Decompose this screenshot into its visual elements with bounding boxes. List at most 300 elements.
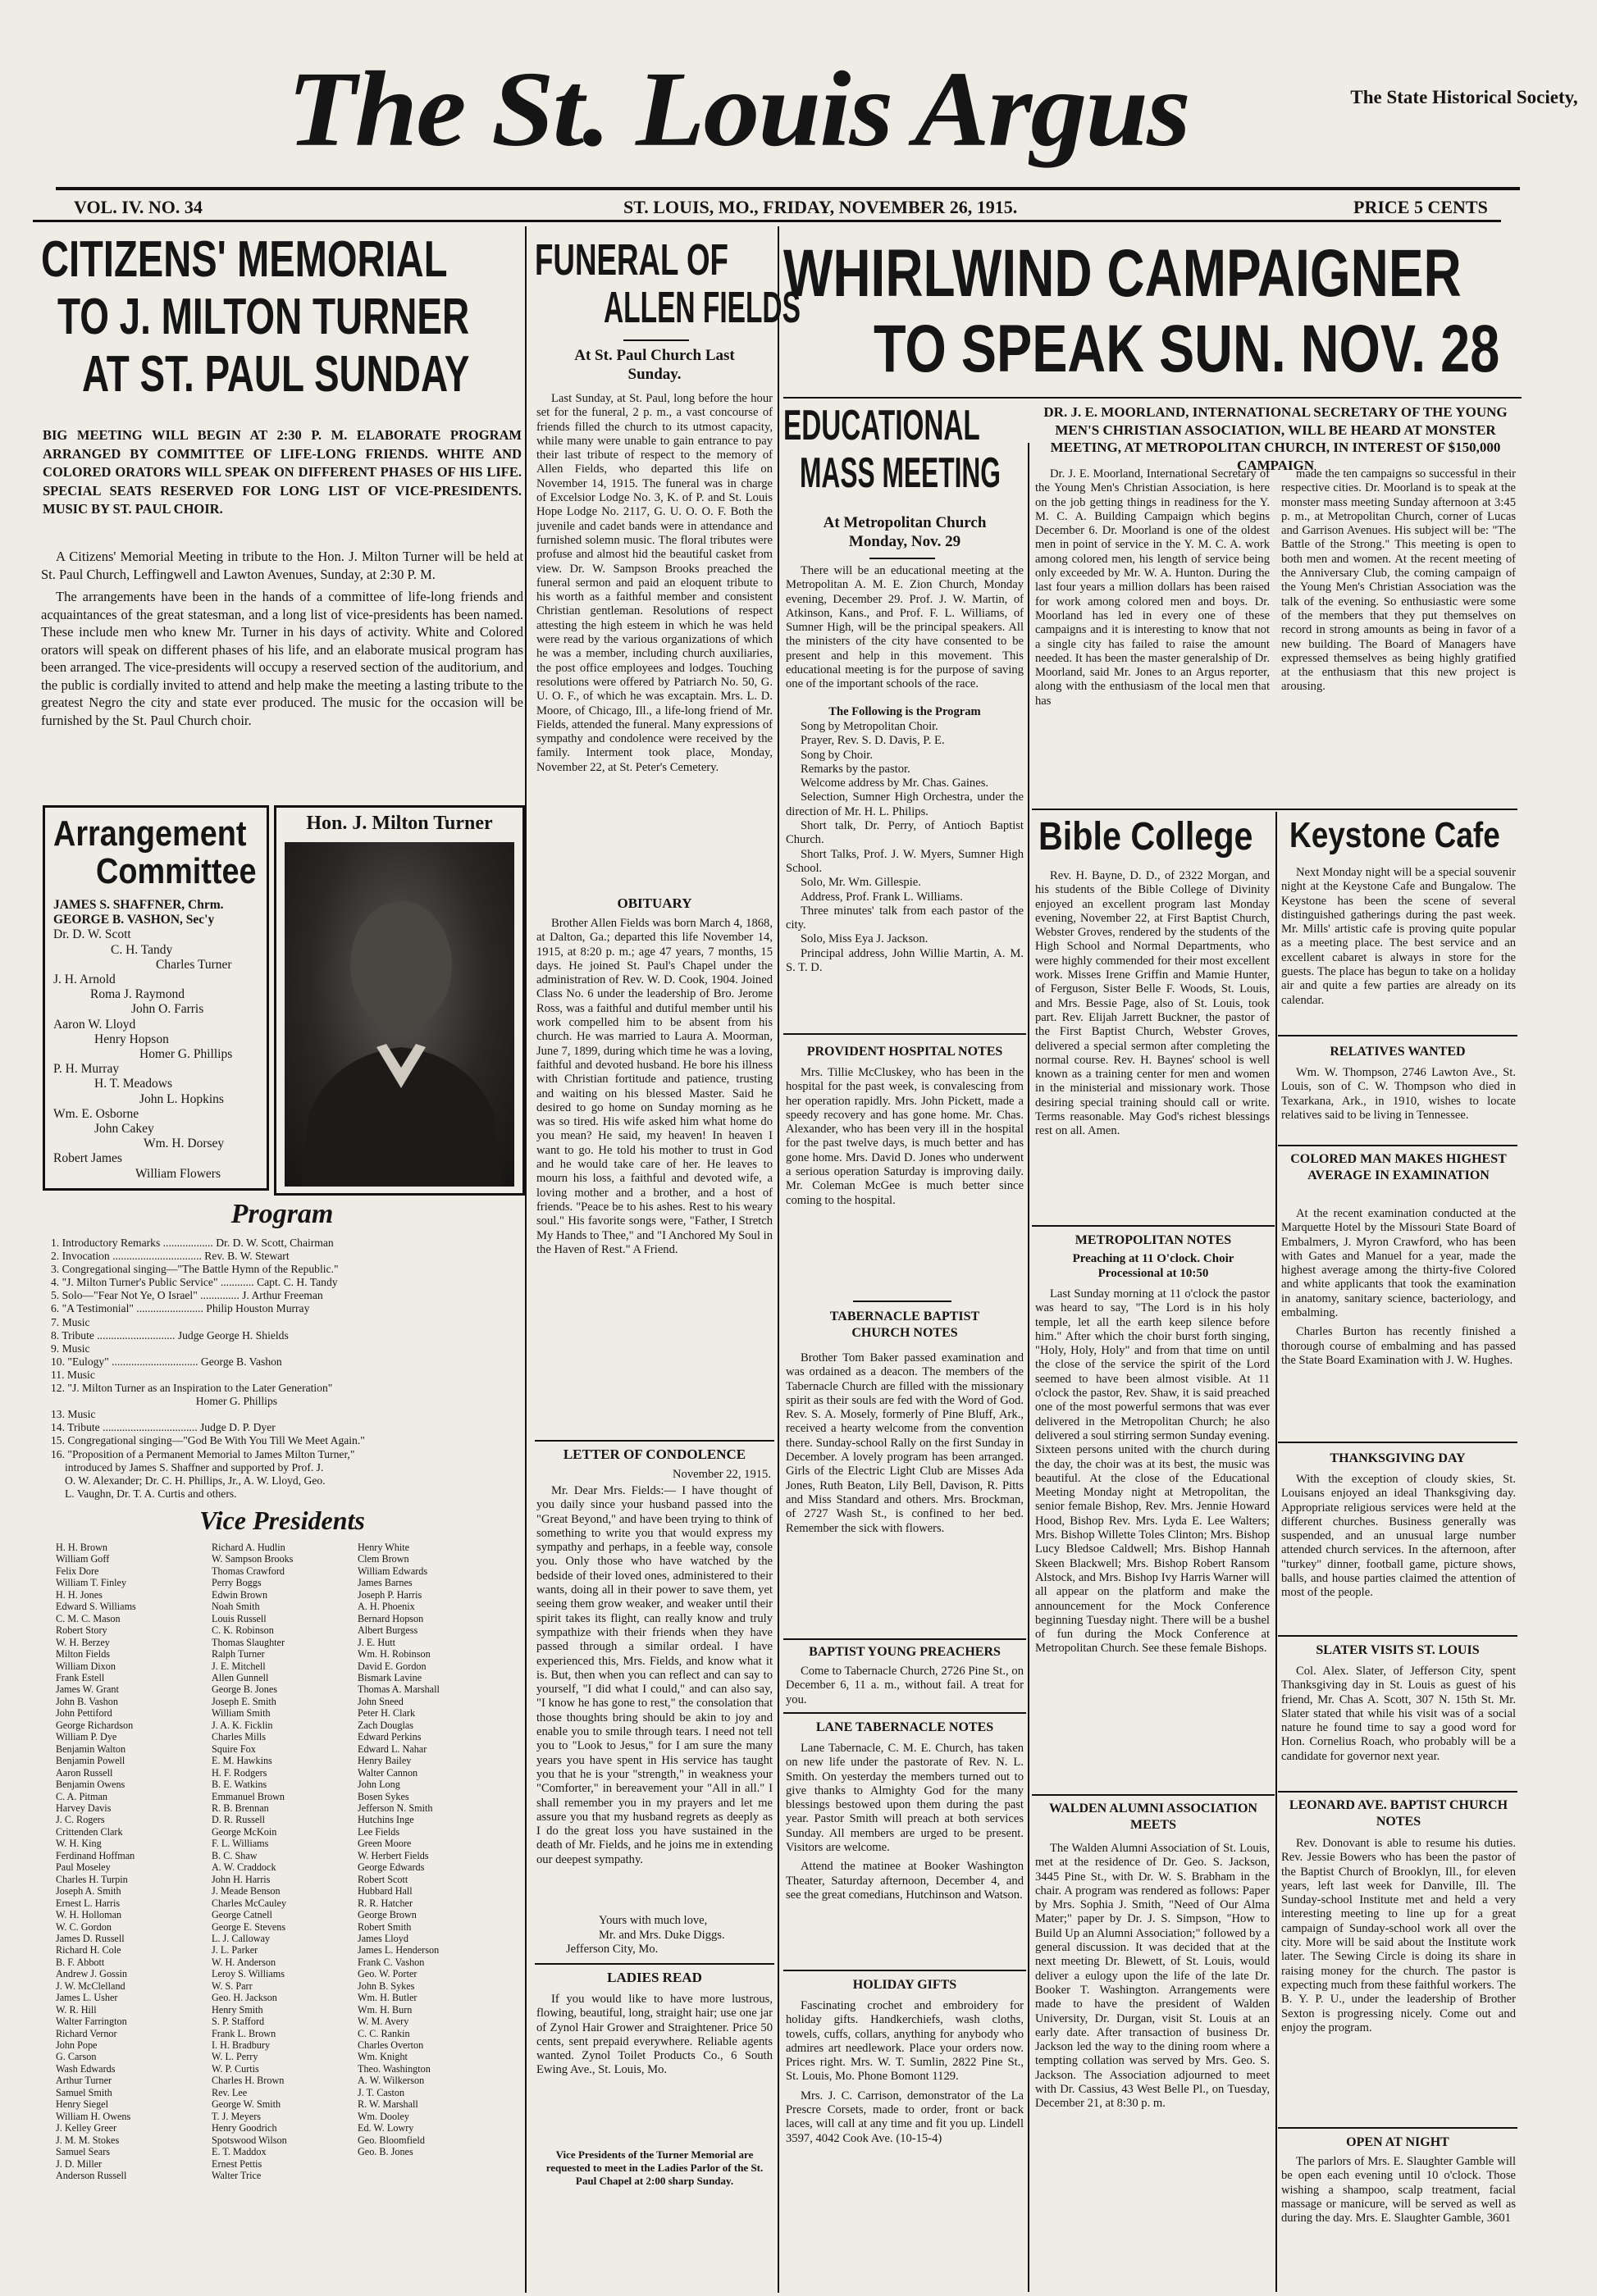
funeral-rule [623,339,689,341]
funeral-headline-line1: FUNERAL OF [535,235,728,285]
vice-president-name: Wm. Dooley [358,2110,409,2122]
vice-president-name: T. J. Meyers [212,2110,262,2122]
metropolitan-body [1035,1287,1270,1788]
holiday-title: HOLIDAY GIFTS [852,1978,957,1992]
whirlwind-headline-line2: TO SPEAK SUN. NOV. 28 [874,312,1500,386]
vice-president-name: John Pettiford [56,1707,112,1720]
vice-president-name: Thomas Slaughter [212,1636,285,1648]
vice-president-name: Milton Fields [56,1648,111,1660]
vice-president-name: Samuel Smith [56,2086,112,2098]
arrangement-title-line2: Committee [96,851,257,891]
program-item: 14. Tribute .................................. Judge D. P. Dyer [51,1421,276,1434]
educational-program-item: Song by Metropolitan Choir. [801,720,938,733]
vice-president-name: Frank C. Vashon [358,1956,425,1968]
member: Robert James [53,1151,122,1166]
vice-president-name: Ralph Turner [212,1648,265,1660]
vice-president-name: John Sneed [358,1695,404,1707]
whirlwind-body-col1 [1035,467,1270,804]
slater-body [1281,1665,1516,1788]
vice-president-name: Andrew J. Gossin [56,1968,128,1980]
vice-president-name: G. Carson [56,2051,97,2063]
vice-president-name: B. E. Watkins [212,1779,267,1791]
vice-presidents-column-1 [56,1542,212,2181]
vice-president-name: Charles H. Turpin [56,1873,128,1885]
vice-president-name: George Edwards [358,1861,425,1874]
funeral-headline-line2: ALLEN FIELDS [604,283,801,332]
member: Dr. D. W. Scott [53,927,131,942]
vice-president-name: B. F. Abbott [56,1956,105,1968]
whirlwind-headline [783,236,1522,392]
letter-date: November 22, 1915. [673,1468,771,1481]
letter-signature [566,1914,774,1957]
memorial-body [41,548,523,798]
vice-president-name: Henry White [358,1542,410,1553]
turner-notice [536,2148,773,2206]
vice-president-name: Joseph E. Smith [212,1695,276,1707]
thanksgiving-body [1281,1473,1516,1633]
vice-president-name: W. H. King [56,1838,102,1850]
vice-president-name: Bosen Sykes [358,1790,409,1802]
program-item: 12. "J. Milton Turner as an Inspiration to the Later Generation" [51,1382,333,1395]
educational-program-item: Remarks by the pastor. [801,762,910,776]
vice-president-name: Benjamin Owens [56,1779,125,1791]
vice-president-name: A. H. Phoenix [358,1601,415,1613]
vice-president-name: William Dixon [56,1660,116,1672]
vice-president-name: Crittenden Clark [56,1825,123,1838]
portrait-photo [285,842,514,1187]
lane-title: LANE TABERNACLE NOTES [815,1720,994,1734]
educational-rule [869,558,935,559]
vice-president-name: J. M. M. Stokes [56,2134,120,2146]
relatives-paragraph: Wm. W. Thompson, 2746 Lawton Ave., St. Louis, son of C. W. Thompson who died in Texarkana, Ark., in 1910, wishes to locate relatives said to be living in Tennessee. [1281,1066,1516,1122]
keystone-title: Keystone Cafe [1289,815,1500,855]
vice-president-name: Leroy S. Williams [212,1968,285,1980]
vice-president-name: Walter Farrington [56,2016,127,2028]
funeral-paragraph: Last Sunday, at St. Paul, long before the hour set for the funeral, 2 p. m., a vast concourse of friends filled the church to its utmost capacity, while many were unable to gain entrance to pay their last tribute of respect to the memory of Allen Fields, who departed this life on November 14, 1915. The funeral was in charge of Excelsior Lodge No. 3, K. of P. and St. Louis Hope Lodge No. 2117, G. U. O. O. F. Both the juvenile and cadet bands were in attendance and furnished solemn music. The floral tributes were profuse and almost hid the beautiful casket from view. Dr. W. Sampson Brooks preached the funeral sermon and paid an eloquent tribute to his worth as a faithful member and consistent Christian gentleman. Resolutions of respect attesting the high esteem in which he was held were read by the various organizations of which he was a member, including church auxiliaries, the post office employees and lodges. Touching resolutions were offered by Patriarch No. 50, G. U. O. F., of which he was excaptain. Mrs. L. D. Moore, of Chicago, Ill., a life-long friend of Mr. Fields, attended the funeral. Many expressions of sympathy and condolence were received by the family. Interment took place, Monday, November 22, at St. Peter's Cemetery. [536,392,773,774]
vice-president-name: W. Sampson Brooks [212,1553,294,1565]
metropolitan-rule [1032,1225,1275,1227]
bible-college-title: Bible College [1038,815,1253,859]
vice-president-name: Rev. Lee [212,2086,248,2098]
member: H. T. Meadows [94,1077,172,1091]
vice-presidents-title: Vice Presidents [199,1506,365,1535]
vice-president-name: Aaron Russell [56,1766,113,1779]
thanksgiving-title: THANKSGIVING DAY [1330,1451,1466,1465]
funeral-subhead [533,346,776,384]
vice-president-name: C. M. C. Mason [56,1612,121,1624]
whirlwind-bottom-rule [1032,809,1517,810]
vice-president-name: W. H. Anderson [212,1956,276,1968]
metropolitan-paragraph: Last Sunday morning at 11 o'clock the pastor was heard to say, "The Lord is in his holy temple, let all the earth keep silence before him." After which the choir burst forth singing, "Holy, Holy, Holy" and from that time on until the close of the service the spirit of the Lord seemed to have been almost visible. At 11 o'clock the pastor, Rev. Shaw, it is said preached one of the most powerful sermons that was ever delivered in the Metropolitan Church; he also delivered a soul stirring sermon Sunday evening. Sixteen persons united with the church during the day, the choir was at its best, the music was beautiful. At the close of the Educational Meeting Monday night at Metropolitan, the senior female Bishop, Rev. Mrs. Jennie Howard Hood, Bishop Rev. Mrs. Lyda E. Lee Walters; Mrs. Bishop Willette Toles Clinton; Mrs. Bishop Lucy Bledsoe Caldwell; Mrs. Bishop Hannah Skeen Blackwell; Mrs. Bishop Robert Ransom Alstock, and Mrs. Bishop Ivy Harris Warner will all appear on the platform and make the announcement for the Mock Conference beginning Tuesday night. There will be a bushel of fun during the Mock Conference at Metropolitan Church. See these female Bishops. [1035,1287,1270,1656]
vice-president-name: J. C. Rogers [56,1814,105,1826]
vice-president-name: J. W. McClelland [56,1979,125,1992]
vice-president-name: D. R. Russell [212,1814,266,1826]
vice-president-name: Charles Overton [358,2039,424,2052]
vice-president-name: Richard Vernor [56,2027,117,2039]
vice-president-name: Richard H. Cole [56,1944,121,1957]
educational-program-item: Short talk, Dr. Perry, of Antioch Baptist Church. [786,819,1024,847]
holiday-body [786,1999,1024,2270]
member: Homer G. Phillips [139,1047,233,1062]
vice-president-name: C. C. Rankin [358,2027,410,2039]
baptist-young-body [786,1665,1024,1710]
vice-president-name: W. S. Parr [212,1979,253,1992]
vice-president-name: Jefferson N. Smith [358,1802,433,1814]
member: John L. Hopkins [139,1091,224,1106]
member: John Cakey [94,1122,154,1137]
vice-president-name: Richard A. Hudlin [212,1542,285,1553]
member: John O. Farris [131,1002,204,1017]
educational-program-title: The Following is the Program [828,705,981,718]
masthead-title: The St. Louis Argus [287,48,1189,169]
vice-president-name: Robert Smith [358,1920,412,1933]
whirlwind-rule [783,397,1522,399]
educational-subhead-line1: At Metropolitan Church [823,514,987,531]
obituary-body [536,917,773,1429]
vice-president-name: Anderson Russell [56,2170,127,2182]
vice-president-name: Clem Brown [358,1553,409,1565]
vice-president-name: C. K. Robinson [212,1624,274,1637]
column-rule-2 [778,226,779,2293]
funeral-subhead-line1: At St. Paul Church Last [574,347,735,364]
column-rule-4 [1275,812,1277,2292]
colored-man-title: COLORED MAN MAKES HIGHEST AVERAGE IN EXAMINATION [1290,1152,1507,1182]
keystone-body [1281,866,1516,1030]
letter-sign-line2: Mr. and Mrs. Duke Diggs. [599,1928,725,1942]
program-item: L. Vaughn, Dr. T. A. Curtis and others. [51,1487,237,1500]
vice-president-name: J. Kelley Greer [56,2122,117,2134]
vice-president-name: William Goff [56,1553,110,1565]
leonard-paragraph: Rev. Donovant is able to resume his duties. Rev. Jessie Bowers who has been the pastor of the Baptist Church of Brooklyn, Ill., for eleven years, left last week for Danville, Ill. The Sunday-school Institute met and held a very interesting meeting to line up for a great campaign of Sunday-school work all over the city. More will be said about the Institute work later. The Sewing Circle is doing its share in raising money for the church. The pastor is expecting much from these faithful workers. The B. Y. P. U., under the leadership of Brother Sexton is progressing nicely. Come out and enjoy the program. [1281,1837,1516,2034]
vice-president-name: John Pope [56,2039,98,2052]
vice-president-name: William Smith [212,1707,271,1720]
vice-president-name: Harvey Davis [56,1802,112,1814]
vice-presidents-column-3 [358,1542,522,2158]
ladies-paragraph: If you would like to have more lustrous, flowing, beautiful, long, straight hair; use one jar of Zynol Hair Grower and Straightener. Price 50 cents, sent prepaid everywhere. Reliable agents wanted. Zynol Toilet Products Co., 6 South Ewing Ave., St. Louis, Mo. [536,1993,773,2077]
vice-president-name: Charles McCauley [212,1897,287,1909]
obituary-paragraph: Brother Allen Fields was born March 4, 1868, at Dalton, Ga.; departed this life November 14, 1915, at 8:20 p. m.; age 47 years, 7 months, 15 days. He joined St. Paul's Chapel under the administration of Rev. W. D. Cook, 1904. Joined Class No. 6 under the leadership of Bro. Jerome Ross, was a faithful and dutiful member until his work compelled him to be absent from his church. He was married to Laura A. Moorman, June 7, 1899, during which time he was a loving, faithful and devoted husband. He bore his illness with Christian fortitude and patience, trusting and waiting on his blessed Master. Said he desired to go home on Sunday morning as he was so tired. His wife asked him what home do you mean? He said, my heaven! In heaven I want to go. He told his mother to trust in God and he would take care of her. He leaves to mourn his loss, a faithful and devoted wife, a loving mother and a brother, and a host of friends. "Peace be to his ashes. Rest to his weary soul." His favorite songs were, "Father, I Stretch My Hands to Thee," and "I Anchored My Soul in the Haven of Rest." A Friend. [536,917,773,1256]
vice-president-name: J. L. Parker [212,1944,258,1957]
vice-president-name: James Barnes [358,1577,413,1589]
educational-program-item: Solo, Miss Eya J. Jackson. [801,932,929,946]
vice-president-name: E. M. Hawkins [212,1755,272,1767]
thanksgiving-paragraph: With the exception of cloudy skies, St. Louisans enjoyed an ideal Thanksgiving day. Appropriate religious services were held at the different churches. Business generally was suspended, and an unusual large number attended church services. In the afternoon, after "turkey" dinner, football game, picture shows, balls, and house parties claimed the attention of most of the people. [1281,1473,1516,1600]
program-item: introduced by James S. Shaffner and supported by Prof. J. [51,1460,324,1474]
vice-president-name: William T. Finley [56,1577,127,1589]
vice-president-name: Charles Mills [212,1731,267,1743]
vice-president-name: Louis Russell [212,1612,267,1624]
vice-president-name: Hutchins Inge [358,1814,414,1826]
vice-president-name: Felix Dore [56,1565,99,1577]
vice-president-name: Henry Siegel [56,2098,108,2111]
vice-president-name: H. H. Jones [56,1588,103,1601]
open-night-title: OPEN AT NIGHT [1346,2135,1449,2149]
keystone-paragraph: Next Monday night will be a special souvenir night at the Keystone Cafe and Bungalow. The Keystone has been the scene of several distinguished gatherings during the past week. Mr. Mills' artistic cafe is proving quite popular as a meeting place. The best service and an excellent cabaret is always in store for the guests. The place has begun to take on a holiday air and quite a few parties are already on its calendar. [1281,866,1516,1007]
educational-subhead [783,513,1026,551]
vice-president-name: Wm. H. Robinson [358,1648,431,1660]
vice-president-name: William P. Dye [56,1731,117,1743]
vice-president-name: Henry Bailey [358,1755,412,1767]
portrait-box [274,805,525,1196]
program-item: 15. Congregational singing—"God Be With You Till We Meet Again." [51,1434,365,1447]
holiday-rule [783,1970,1026,1971]
vice-president-name: George Catnell [212,1909,272,1921]
memorial-paragraph-2: The arrangements have been in the hands of a committee of life-long friends and acquaintances of the great statesman, and a long list of vice-presidents has been named. These include men who knew Mr. Turner in his days of activity. White and Colored orators will speak on different phases of his life, and an elaborate musical program has been arranged. The vice-presidents will occupy a reserved section of the auditorium, and the public is cordially invited to attend and help make the meeting a lasting tribute to the greatest Negro the city and state ever produced. The music for the occasion will be furnished by the St. Paul Church choir. [41,589,523,728]
whirlwind-headline-line1: WHIRLWIND CAMPAIGNER [783,236,1462,311]
vice-president-name: C. A. Pitman [56,1790,107,1802]
vice-president-name: Spotswood Wilson [212,2134,287,2146]
program-item: 4. "J. Milton Turner's Public Service" ............ Capt. C. H. Tandy [51,1276,338,1289]
memorial-subhead: BIG MEETING WILL BEGIN AT 2:30 P. M. ELABORATE PROGRAM ARRANGED BY COMMITTEE OF LIFE-LONG FRIENDS. WHITE AND COLORED ORATORS WILL SPEAK ON DIFFERENT PHASES OF HIS LIFE. SPECIAL SEATS RESERVED FOR LONG LIST OF VICE-PRESIDENTS. MUSIC BY ST. PAUL CHOIR. [43,427,522,517]
leonard-rule [1278,1791,1517,1793]
vice-president-name: George McKoin [212,1825,277,1838]
walden-body [1035,1842,1270,2268]
member: William Flowers [135,1166,221,1181]
baptist-young-rule [783,1638,1026,1640]
educational-paragraph: There will be an educational meeting at the Metropolitan A. M. E. Zion Church, Monday evening, December 29. Prof. J. W. Martin, of Atkinson, Kans., and Prof. F. L. Williams, of Sumner High, will be the principal speakers. All the ministers of the city have consented to be present and help in this movement. This educational meeting is for the purpose of saving one of the important schools of the race. [786,564,1024,691]
member: Charles Turner [156,957,232,972]
vice-president-name: R. R. Hatcher [358,1897,413,1909]
relatives-rule [1278,1035,1517,1036]
vice-president-name: H. H. Brown [56,1542,107,1553]
vice-president-name: Wm. H. Butler [358,1992,418,2004]
member: Wm. H. Dorsey [144,1137,225,1151]
vice-president-name: Thomas A. Marshall [358,1683,440,1696]
educational-program-item: Song by Choir. [801,748,873,762]
metropolitan-subtitle: Preaching at 11 O'clock. Choir Processional at 10:50 [1072,1252,1234,1280]
vice-president-name: Ernest Pettis [212,2157,262,2170]
thanksgiving-rule [1278,1442,1517,1443]
vice-president-name: Walter Trice [212,2170,262,2182]
vice-president-name: Wm. H. Burn [358,2003,413,2016]
baptist-young-title: BAPTIST YOUNG PREACHERS [809,1645,1001,1659]
lane-paragraph-2: Attend the matinee at Booker Washington Theater, Saturday afternoon, December 4, and see the great comedians, Hutchinson and Watson. [786,1860,1024,1902]
vice-president-name: Samuel Sears [56,2146,111,2158]
arrangement-title-line1: Arrangement [53,813,247,854]
letter-sign-line3: Jefferson City, Mo. [566,1943,659,1956]
educational-program-item: Welcome address by Mr. Chas. Gaines. [801,777,989,790]
vice-president-name: Wash Edwards [56,2062,116,2075]
educational-body [786,564,1024,702]
vice-president-name: George Brown [358,1909,417,1921]
lane-paragraph-1: Lane Tabernacle, C. M. E. Church, has taken on new life under the pastorate of Rev. N. L. Smith. On yesterday the members turned out to give thanks to Almighty God for the many blessings bestowed upon them during the past year. Pastor Smith will preach at both services Sunday. All members are urged to be present. Visitors are welcome. [786,1742,1024,1855]
vice-president-name: Albert Burgess [358,1624,418,1637]
portrait-head [350,901,452,1029]
vice-president-name: W. R. Hill [56,2003,97,2016]
program-item: 11. Music [51,1368,95,1381]
vice-president-name: Allen Gunnell [212,1671,269,1683]
vice-president-name: Hubbard Hall [358,1885,413,1897]
vice-president-name: Emmanuel Brown [212,1790,285,1802]
vice-president-name: F. L. Williams [212,1838,269,1850]
vice-president-name: Ed. W. Lowry [358,2122,414,2134]
program-item: 6. "A Testimonial" ........................ Philip Houston Murray [51,1302,310,1315]
colored-man-body [1281,1207,1516,1441]
open-night-rule [1278,2127,1517,2129]
vice-president-name: Robert Story [56,1624,107,1637]
program-item: 10. "Eulogy" ............................... George B. Vashon [51,1355,282,1368]
vice-president-name: W. C. Gordon [56,1920,112,1933]
portrait-silhouette [285,842,514,1187]
program-item: Homer G. Phillips [51,1395,278,1408]
vice-president-name: John B. Sykes [358,1979,415,1992]
vice-president-name: Edwin Brown [212,1588,268,1601]
vice-president-name: I. H. Bradbury [212,2039,271,2052]
educational-program [786,720,1024,1003]
funeral-subhead-line2: Sunday. [627,366,682,383]
vice-president-name: Walter Cannon [358,1766,418,1779]
walden-title: WALDEN ALUMNI ASSOCIATION MEETS [1049,1802,1257,1832]
colored-man-rule [1278,1145,1517,1146]
vice-president-name: William H. Owens [56,2110,131,2122]
program-item: 9. Music [51,1342,90,1355]
educational-program-item: Selection, Sumner High Orchestra, under the direction of Mr. H. L. Philips. [786,790,1024,818]
vice-president-name: J. D. Miller [56,2157,103,2170]
slater-paragraph: Col. Alex. Slater, of Jefferson City, spent Thanksgiving day in St. Louis as guest of his friend, Mr. Chas A. Scott, 307 N. 15th St. Mr. Slater stated that while his visit was of a social nature he found time to say a good word for Hon. Cornelius Roach, who probably will be a candidate for governor next year. [1281,1665,1516,1763]
program-item: O. W. Alexander; Dr. C. H. Phillips, Jr., A. W. Lloyd, Geo. [51,1474,326,1487]
vice-president-name: Wm. Knight [358,2051,408,2063]
program-item: 16. "Proposition of a Permanent Memorial to James Milton Turner," [51,1447,355,1460]
vice-president-name: John Long [358,1779,400,1791]
program-item: 5. Solo—"Fear Not Ye, O Israel" .............. J. Arthur Freeman [51,1289,323,1302]
vice-president-name: Charles H. Brown [212,2075,285,2087]
educational-headline [783,402,1026,500]
vice-president-name: James W. Grant [56,1683,119,1696]
vice-president-name: David E. Gordon [358,1660,427,1672]
vice-president-name: Ferdinand Hoffman [56,1849,135,1861]
vice-president-name: J. A. K. Ficklin [212,1719,273,1731]
vice-president-name: James D. Russell [56,1932,125,1944]
lane-body [786,1742,1024,1968]
vice-president-name: Lee Fields [358,1825,400,1838]
vice-president-name: Ernest L. Harris [56,1897,121,1909]
slater-title: SLATER VISITS ST. LOUIS [1316,1643,1480,1657]
arrangement-members [53,898,263,1182]
vice-president-name: Edward Perkins [358,1731,422,1743]
program-list [51,1237,523,1501]
provident-title: PROVIDENT HOSPITAL NOTES [806,1045,1003,1059]
vice-president-name: James L. Henderson [358,1944,440,1957]
vice-president-name: George Richardson [56,1719,134,1731]
vice-president-name: S. P. Stafford [212,2016,265,2028]
vice-president-name: Edward S. Williams [56,1601,136,1613]
memorial-paragraph-1: A Citizens' Memorial Meeting in tribute to the Hon. J. Milton Turner will be held at St. Paul Church, Leffingwell and Lawton Avenues, Sunday, at 2:30 P. M. [41,549,523,582]
relatives-body [1281,1066,1516,1138]
colored-man-paragraph-1: At the recent examination conducted at the Marquette Hotel by the Missouri State Board of Embalmers, J. Myron Crawford, who has been with Gates and Manuel for a year, made the highest average among the thirty-five Colored and white applicants that took the examination in anatomy, sanitary science, bacteriology, and embalming. [1281,1207,1516,1320]
ladies-body [536,1993,773,2140]
whirlwind-subhead: DR. J. E. MOORLAND, INTERNATIONAL SECRETARY OF THE YOUNG MEN'S CHRISTIAN ASSOCIATION, WILL BE HEARD AT MONSTER MEETING, AT METROPOLITAN CHURCH, IN INTEREST OF $150,000 CAMPAIGN [1043,404,1508,473]
educational-program-item: Solo, Mr. Wm. Gillespie. [801,876,921,890]
vice-president-name: Arthur Turner [56,2075,112,2087]
vice-president-name: Geo. Bloomfield [358,2134,425,2146]
vice-presidents-column-2 [212,1542,359,2181]
vice-president-name: Robert Scott [358,1873,408,1885]
column-rule-1 [525,226,527,2293]
program-item: 3. Congregational singing—"The Battle Hymn of the Republic." [51,1263,339,1276]
masthead [0,0,1597,221]
walden-paragraph: The Walden Alumni Association of St. Louis, met at the residence of Dr. Geo. S. Jackson, 3445 Pine St., with Dr. W. S. Brabham in the chair. A program was rendered as follows: Paper by Mrs. Sophia J. Smith, "Need of Our Alma Mater;" paper by Dr. J. S. Simpson, "How to Build Up an Alumni Association;" followed by a general discussion. It was decided that at the next meeting Dr. Blewett, of St. Louis, would deliver a eulogy upon the life of the late Dr. Booker T. Washington. Arrangements were made to have the president of Walden University, Dr. Durgan, visit St. Louis at an early date. After transaction of business Dr. Jackson led the way to the dining room where a tempting collation was served by Mrs. Geo. S. Jackson. The Association adjourned to meet with Dr. Cassius, 43 West Belle Pl., on Tuesday, December 21, at 8:30 p. m. [1035,1842,1270,2111]
vice-president-name: John B. Vashon [56,1695,118,1707]
educational-program-item: Principal address, John Willie Martin, A. M. S. T. D. [786,946,1024,975]
vice-president-name: J. E. Hutt [358,1636,396,1648]
vice-president-name: Thomas Crawford [212,1565,285,1577]
member: Aaron W. Lloyd [53,1017,136,1032]
vice-president-name: Joseph P. Harris [358,1588,422,1601]
vice-president-name: Theo. Washington [358,2062,431,2075]
bible-college-paragraph: Rev. H. Bayne, D. D., of 2322 Morgan, and his students of the Bible College of Divinity enjoyed an excellent program last Monday evening, November 22, at First Baptist Church, Webster Groves, rendered by the students of the High School and Normal Departments, who were highly commended for their most excellent work. Misses Irene Griffin and Mamie Hunter, of Ferguson, Sister Belle F. Woods, St. Louis, and Mrs. Bessie Page, also of St. Louis, took part. Rev. Elijah Jarrett Buckner, the pastor of the First Baptist Church, Webster Groves, delivered a special sermon after completing the normal course. Rev. H. Baynes' school is well known as a training center for men and women in the ministerial and missionary work. Those desiring special training should call or write. Terms reasonable. May God's richest blessings rest on all. Amen. [1035,869,1270,1138]
vice-president-name: George W. Smith [212,2098,281,2111]
slater-rule [1278,1635,1517,1637]
vice-president-name: Perry Boggs [212,1577,262,1589]
metropolitan-title: METROPOLITAN NOTES [1075,1233,1232,1247]
lane-rule [783,1712,1026,1714]
program-item: 7. Music [51,1315,90,1328]
portrait-caption: Hon. J. Milton Turner [306,813,493,834]
ladies-title: LADIES READ [607,1970,702,1985]
historical-society-stamp: The State Historical Society, [1350,87,1578,107]
educational-program-item: Short Talks, Prof. J. W. Myers, Sumner High School. [786,847,1024,875]
provident-body [786,1066,1024,1287]
vice-president-name: R. W. Marshall [358,2098,418,2111]
masthead-rule-top [56,187,1520,190]
leonard-title: LEONARD AVE. BAPTIST CHURCH NOTES [1289,1798,1508,1829]
vice-president-name: Green Moore [358,1838,412,1850]
program-item: 8. Tribute ............................ Judge George H. Shields [51,1328,289,1342]
vice-president-name: Benjamin Powell [56,1755,125,1767]
tabernacle-paragraph: Brother Tom Baker passed examination and was ordained as a deacon. The members of the Tabernacle Church are filled with the missionary spirit as their souls are fed with the Word of God. Rev. S. A. Mosely, formerly of Pine Bluff, Ark., received a hearty welcome from the convention there. Sunday-school Rally on the first Sunday in December. A lovely program has been arranged. Girls of the Electric Light Club are Misses Ada Jones, Ruth Beaton, Lily Bell, Davison, R. Pitts and Miss Standard and others. Mrs. Brockman, of 2727 Wash St., is confined to her bed. Remember the sick with flowers. [786,1351,1024,1535]
vice-president-name: W. Herbert Fields [358,1849,429,1861]
member: GEORGE B. VASHON, Sec'y [53,913,215,927]
member: J. H. Arnold [53,973,116,987]
vice-president-name: W. H. Holloman [56,1909,122,1921]
educational-program-item: Prayer, Rev. S. D. Davis, P. E. [801,734,945,748]
program-item: 13. Music [51,1408,96,1421]
program-item: 1. Introductory Remarks .................. Dr. D. W. Scott, Chairman [51,1237,334,1249]
tabernacle-title: TABERNACLE BAPTIST CHURCH NOTES [829,1310,980,1340]
vice-president-name: J. T. Caston [358,2086,405,2098]
whirlwind-paragraph-2: made the ten campaigns so successful in their respective cities. Dr. Moorland is to speak at the monster mass meeting Sunday afternoon at 3:45 p. m., at Metropolitan Church, corner of Lucas and Garrison Avenues. His subject will be: "The Battle of the Strong." This meeting is open to both men and women. At the recent meeting of the Anniversary Club, the coming campaign of the Young Men's Christian Association was the talk of the evening. So enthusiastic were some of the members that they put themselves on record in strong amounts as being in favor of a new building. The Board of Managers have expressed themselves as being highly gratified at the enthusiasm that this new project is arousing. [1281,467,1516,694]
memorial-headline-line2: TO J. MILTON TURNER [57,289,470,345]
vice-president-name: James Lloyd [358,1932,408,1944]
vice-president-name: W. M. Avery [358,2016,409,2028]
vice-president-name: R. B. Brennan [212,1802,269,1814]
vice-president-name: W. H. Berzey [56,1636,110,1648]
price: PRICE 5 CENTS [1353,197,1488,217]
vice-president-name: Henry Goodrich [212,2122,277,2134]
member: Henry Hopson [94,1032,169,1046]
vice-president-name: H. F. Rodgers [212,1766,267,1779]
memorial-headline-line3: AT ST. PAUL SUNDAY [82,346,470,403]
dateline: ST. LOUIS, MO., FRIDAY, NOVEMBER 26, 1915. [623,197,1018,217]
vice-president-name: Paul Moseley [56,1861,111,1874]
arrangement-committee-box [43,805,269,1191]
member: P. H. Murray [53,1062,120,1077]
vice-president-name: George B. Jones [212,1683,277,1696]
vice-president-name: Joseph A. Smith [56,1885,121,1897]
holiday-paragraph-1: Fascinating crochet and embroidery for holiday gifts. Handkerchiefs, wash cloths, towels, cuffs, collars, anything for anybody who admires art needlework. Place your orders now. Prices right. Mrs. W. T. Sumlin, 2822 Pine St., St. Louis, Mo. Phone Bomont 1129. [786,1999,1024,2084]
letter-body [536,1484,773,1911]
vice-president-name: A. W. Craddock [212,1861,276,1874]
vice-president-name: Frank Estell [56,1671,105,1683]
vice-president-name: E. T. Maddox [212,2146,267,2158]
vice-president-name: W. P. Curtis [212,2062,259,2075]
provident-rule [783,1033,1026,1035]
tabernacle-body [786,1351,1024,1634]
educational-program-item: Three minutes' talk from each pastor of the city. [786,904,1024,932]
tabernacle-rule [853,1301,951,1302]
open-night-body [1281,2155,1516,2278]
whirlwind-body-col2 [1281,467,1516,804]
